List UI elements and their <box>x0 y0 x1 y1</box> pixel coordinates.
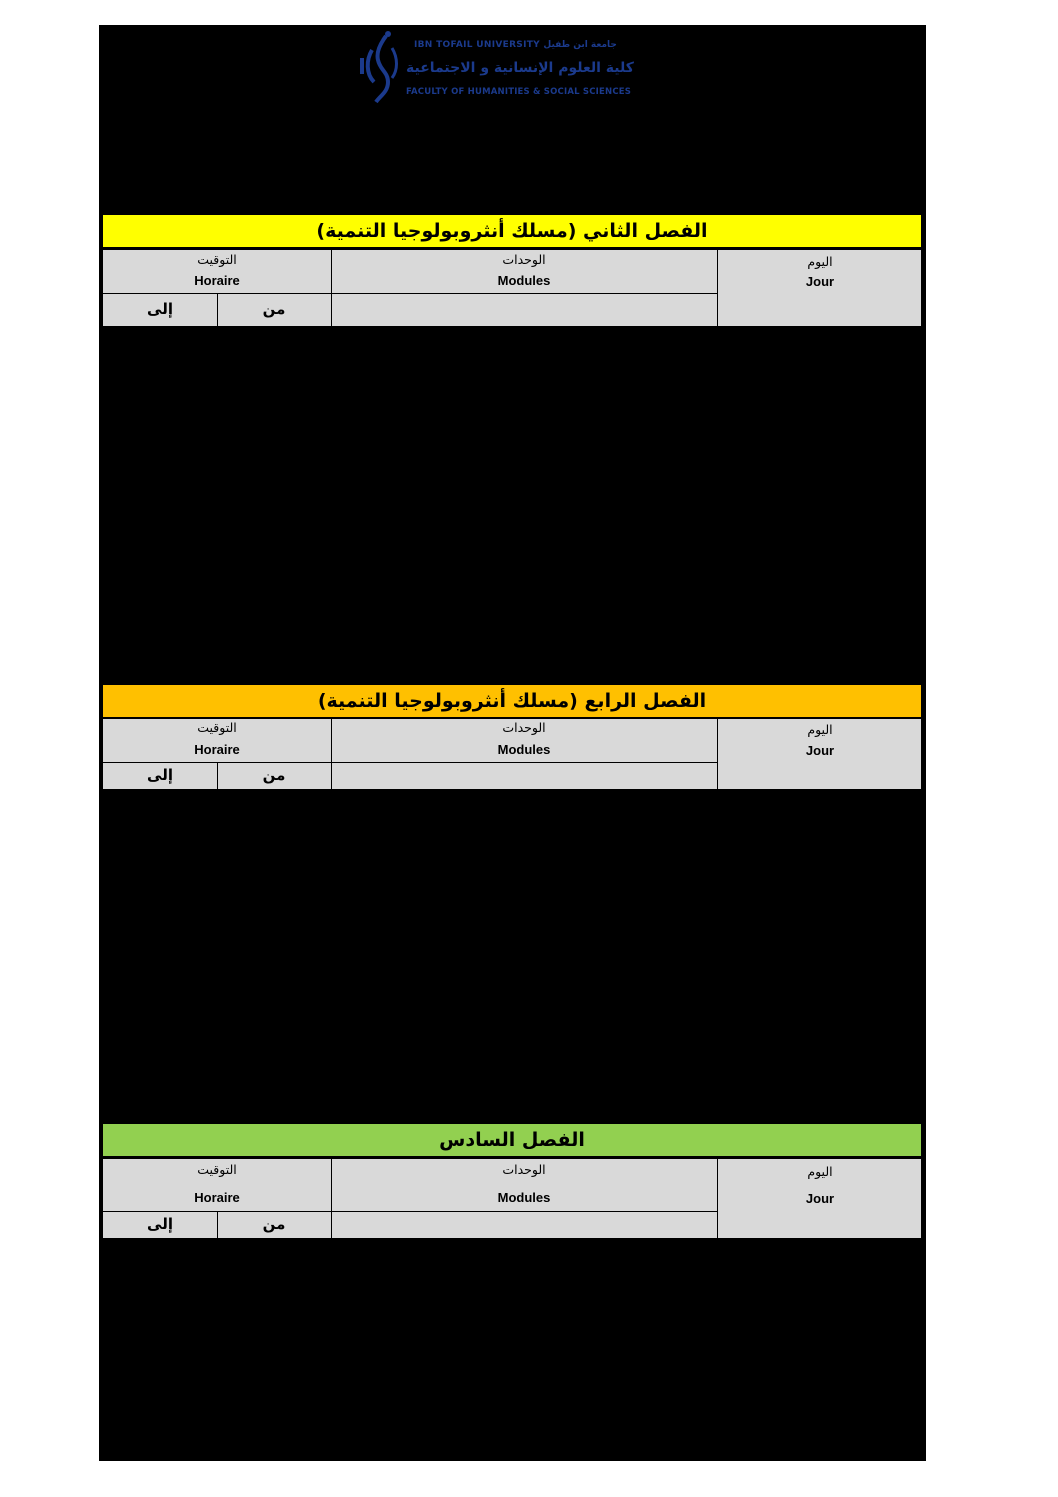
to-label: إلى <box>147 766 173 784</box>
semester-4-block <box>102 684 922 789</box>
horaire-label-ar: التوقيت <box>197 252 237 267</box>
divider <box>103 1211 717 1212</box>
semester-4-title: الفصل الرابع (مسلك أنثروبولوجيا التنمية) <box>102 684 922 718</box>
divider <box>217 1211 218 1239</box>
from-label: من <box>262 1215 286 1233</box>
from-label: من <box>262 300 286 318</box>
horaire-label-fr: Horaire <box>194 1190 240 1205</box>
university-logo <box>358 30 648 110</box>
modules-label-ar: الوحدات <box>502 252 546 267</box>
divider <box>217 293 218 327</box>
horaire-label-fr: Horaire <box>194 742 240 757</box>
jour-label-fr: Jour <box>805 743 835 758</box>
jour-label-ar: اليوم <box>807 1164 833 1179</box>
semester-2-title: الفصل الثاني (مسلك أنثروبولوجيا التنمية) <box>102 214 922 248</box>
divider <box>331 1159 332 1239</box>
logo-line-faculty-en: FACULTY OF HUMANITIES & SOCIAL SCIENCES <box>406 87 632 97</box>
modules-label-ar: الوحدات <box>502 720 546 735</box>
jour-label-fr: Jour <box>805 1191 835 1206</box>
modules-label-ar: الوحدات <box>502 1162 546 1177</box>
logo-line-university: IBN TOFAIL UNIVERSITY جامعة ابن طفيل <box>414 40 617 50</box>
to-label: إلى <box>147 1215 173 1233</box>
modules-label-fr: Modules <box>497 1190 551 1205</box>
semester-6-block <box>102 1123 922 1238</box>
horaire-label-ar: التوقيت <box>197 720 237 735</box>
university-emblem-icon <box>358 30 404 110</box>
from-label: من <box>262 766 286 784</box>
divider <box>103 293 717 294</box>
semester-6-title: الفصل السادس <box>102 1123 922 1157</box>
divider <box>717 250 718 327</box>
jour-label-ar: اليوم <box>807 722 833 737</box>
semester-2-header-table <box>102 249 922 327</box>
modules-label-fr: Modules <box>497 273 551 288</box>
horaire-label-ar: التوقيت <box>197 1162 237 1177</box>
divider <box>103 762 717 763</box>
semester-2-block <box>102 214 922 327</box>
divider <box>331 719 332 790</box>
semester-6-header-table <box>102 1158 922 1238</box>
divider <box>331 250 332 327</box>
logo-line-faculty-ar: كلية العلوم الإنسانية و الاجتماعية <box>406 60 634 76</box>
semester-4-header-table <box>102 718 922 789</box>
divider <box>717 1159 718 1239</box>
jour-label-fr: Jour <box>805 274 835 289</box>
jour-label-ar: اليوم <box>807 254 833 269</box>
divider <box>717 719 718 790</box>
modules-label-fr: Modules <box>497 742 551 757</box>
divider <box>217 762 218 790</box>
to-label: إلى <box>147 300 173 318</box>
horaire-label-fr: Horaire <box>194 273 240 288</box>
